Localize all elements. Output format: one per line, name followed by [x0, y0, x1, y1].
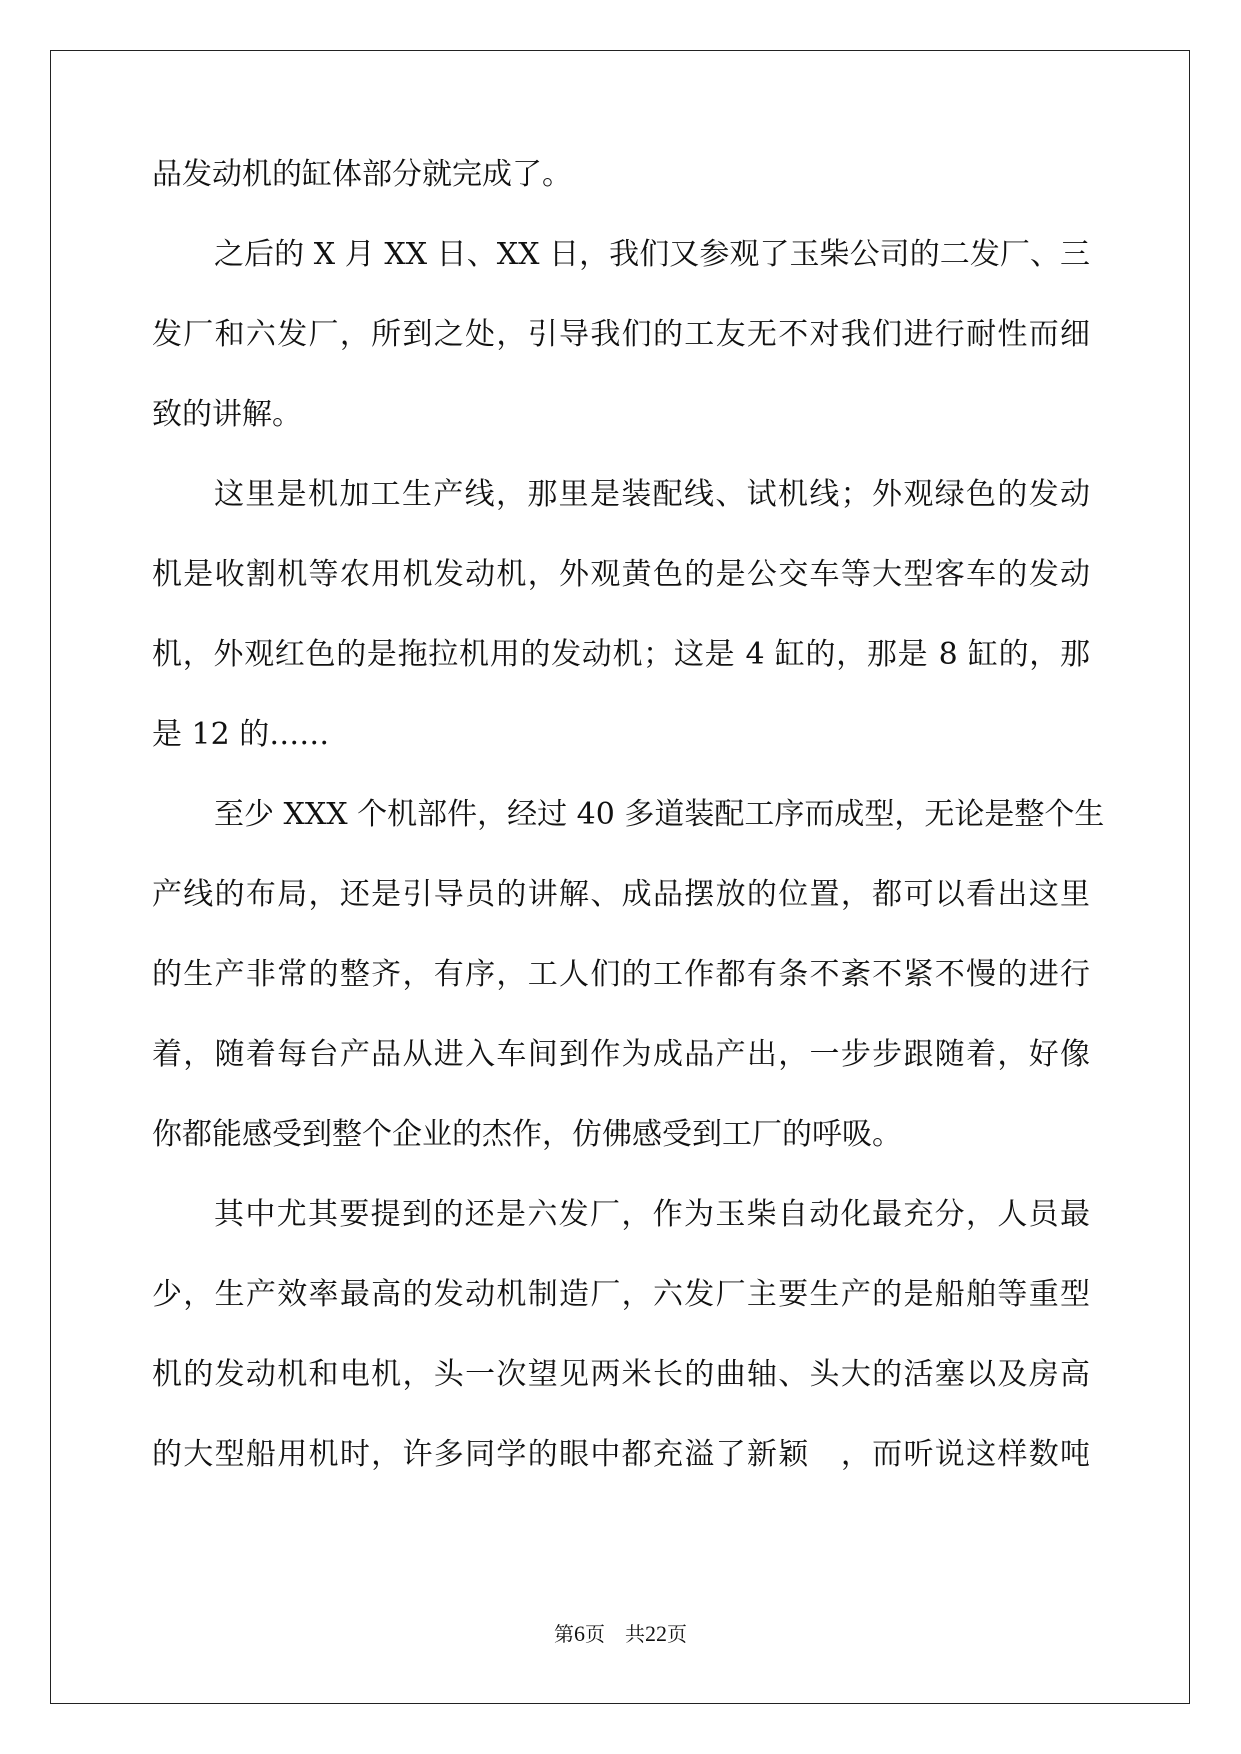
text-line: 至少 XXX 个机部件，经过 40 多道装配工序而成型，无论是整个生 [214, 797, 1105, 832]
text-line: 的大型船用机时，许多同学的眼中都充溢了新颖 ，而听说这样数吨 [152, 1437, 1090, 1472]
text-line: 产线的布局，还是引导员的讲解、成品摆放的位置，都可以看出这里 [152, 877, 1090, 912]
footer-suffix: 页 [667, 1622, 687, 1646]
document-body [152, 157, 1105, 1520]
footer-prefix: 第 [554, 1622, 574, 1646]
text-line: 之后的 X 月 XX 日、XX 日，我们又参观了玉柴公司的二发厂、三 [214, 237, 1090, 272]
text-line: 品发动机的缸体部分就完成了。 [152, 157, 572, 192]
page-footer [0, 1623, 1241, 1645]
text-line: 致的讲解。 [152, 397, 302, 432]
text-line: 少，生产效率最高的发动机制造厂，六发厂主要生产的是船舶等重型 [152, 1277, 1090, 1312]
text-line: 机，外观红色的是拖拉机用的发动机；这是 4 缸的，那是 8 缸的，那 [152, 637, 1090, 672]
text-line: 是 12 的…… [152, 717, 330, 752]
page-current: 6 [574, 1621, 585, 1646]
text-line: 你都能感受到整个企业的杰作，仿佛感受到工厂的呼吸。 [152, 1117, 902, 1152]
text-line: 其中尤其要提到的还是六发厂，作为玉柴自动化最充分，人员最 [214, 1197, 1090, 1232]
page-total: 22 [645, 1621, 667, 1646]
text-line: 机的发动机和电机，头一次望见两米长的曲轴、头大的活塞以及房高 [152, 1357, 1090, 1392]
text-line: 这里是机加工生产线，那里是装配线、试机线；外观绿色的发动 [214, 477, 1090, 512]
footer-middle: 页 共 [585, 1622, 645, 1646]
text-line: 发厂和六发厂，所到之处，引导我们的工友无不对我们进行耐性而细 [152, 317, 1090, 352]
text-line: 机是收割机等农用机发动机，外观黄色的是公交车等大型客车的发动 [152, 557, 1090, 592]
text-line: 着，随着每台产品从进入车间到作为成品产出，一步步跟随着，好像 [152, 1037, 1090, 1072]
text-line: 的生产非常的整齐，有序，工人们的工作都有条不紊不紧不慢的进行 [152, 957, 1090, 992]
